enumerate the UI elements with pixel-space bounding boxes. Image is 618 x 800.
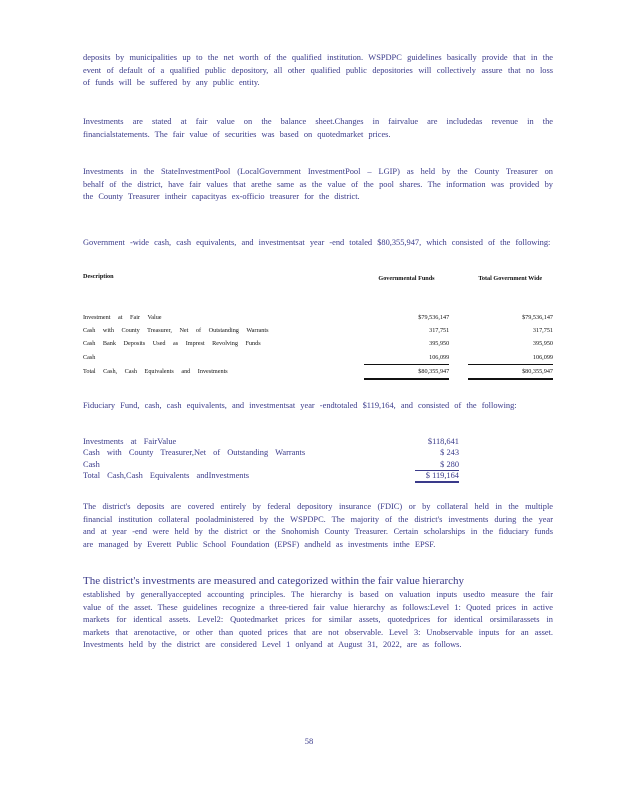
row-gov-value: 395,950 [429, 340, 450, 348]
table-row [83, 351, 553, 365]
row-value: $ 280 [415, 459, 459, 471]
paragraph-state-investment-pool: Investments in the StateInvestmentPool (LocalGovernment InvestmentPool – LGIP) as held by the County Treasurer on behalf of the district, have fair values that arethe same as the value of the pool shares. The information was provided by the County Treasurer intheir capacityas ex-officio treasurer for the district. [83, 167, 553, 202]
row-label: Cash with County Treasurer, Net of Outstanding Warrants [83, 327, 269, 335]
header-description: Description [83, 273, 114, 280]
row-label: Cash Bank Deposits Used as Imprest Revolving Funds [83, 340, 261, 348]
table-total-row [83, 470, 483, 481]
table-row [83, 324, 553, 337]
row-gov-value: 106,099 [364, 351, 449, 365]
fiduciary-fund-table [83, 436, 483, 482]
total-total-value: $80,355,947 [468, 364, 553, 379]
row-total-value: $79,536,147 [522, 314, 553, 322]
table-row [83, 337, 553, 350]
row-total-value: 106,099 [468, 351, 553, 365]
page-number: 58 [304, 736, 314, 746]
header-total-government-wide: Total Government Wide [478, 275, 543, 282]
table-header-row [83, 273, 553, 311]
table-row: Investments at FairValue $118,641 [83, 437, 459, 446]
paragraph-fiduciary-total: Fiduciary Fund, cash, cash equivalents, and investmentsat year -endtotaled $119,164, and consisted of the following: [83, 401, 517, 410]
row-total-value: 395,950 [532, 340, 553, 348]
row-gov-value: $79,536,147 [418, 314, 450, 322]
paragraph-investments-fair-value: Investments are stated at fair value on the balance sheet.Changes in fairvalue are includedas revenue in the financialstatements. The fair value of securities was based on quotedmarket prices. [83, 117, 553, 139]
total-value: $ 119,164 [415, 470, 459, 483]
row-total-value: 317,751 [532, 327, 553, 335]
row-label: Cash [83, 459, 100, 469]
government-wide-cash-table [83, 273, 553, 380]
fair-value-hierarchy-heading: The district's investments are measured and categorized within the fair value hierarchy [83, 575, 465, 587]
total-gov-value: $80,355,947 [364, 364, 449, 379]
paragraph-fair-value-hierarchy: established by generallyaccepted accounting principles. The hierarchy is based on valuation inputs usedto measure the fair value of the asset. These guidelines recognize a three-tiered fair value hierarchy as follows:Level 1: Quoted prices in active markets for identical assets. Level2: Quotedmarket prices for similar assets, quotedprices for identical orsimilarassets in markets that arenotactive, or other than quoted prices that are not observable. Level 3: Unobservable inputs for an asset. Investments held by the district are considered Level 1 onlyand at August 31, 2022, are as follows. [83, 590, 553, 650]
total-label: Total Cash,Cash Equivalents andInvestments [83, 471, 250, 481]
row-label: Cash with County Treasurer,Net of Outstanding Warrants [83, 448, 306, 458]
table-row [83, 459, 483, 470]
row-label: Investment at Fair Value [83, 314, 162, 322]
header-governmental-funds: Governmental Funds [378, 275, 435, 282]
row-label: Cash [83, 353, 96, 361]
table-row: Cash with County Treasurer,Net of Outstanding Warrants $ 243 [83, 448, 459, 458]
paragraph-deposit-guidelines: deposits by municipalities up to the net worth of the qualified institution. WSPDPC guidelines basically provide that in the event of default of a qualified public depository, all other qualified public depositories will collectively assure that no loss of funds will be suffered by any public entity. [83, 53, 553, 88]
paragraph-government-wide-total: Government -wide cash, cash equivalents, and investmentsat year -end totaled $80,355,947, which consisted of the following: [83, 238, 551, 247]
row-label: Investments at FairValue [83, 437, 177, 446]
row-gov-value: 317,751 [429, 327, 450, 335]
table-row [83, 311, 553, 324]
paragraph-deposits-covered: The district's deposits are covered entirely by federal depository insurance (FDIC) or by collateral held in the multiple financial institution collateral pooladministered by the WSPDPC. The majority of the district's investments during the year and at year -end were held by the district or the Snohomish County Treasurer. Certain scholarships in the fiduciary funds are managed by Everett Public School Foundation (EPSF) andheld as investments inthe EPSF. [83, 502, 553, 549]
total-label: Total Cash, Cash Equivalents and Investments [83, 368, 228, 376]
table-total-row [83, 364, 553, 379]
